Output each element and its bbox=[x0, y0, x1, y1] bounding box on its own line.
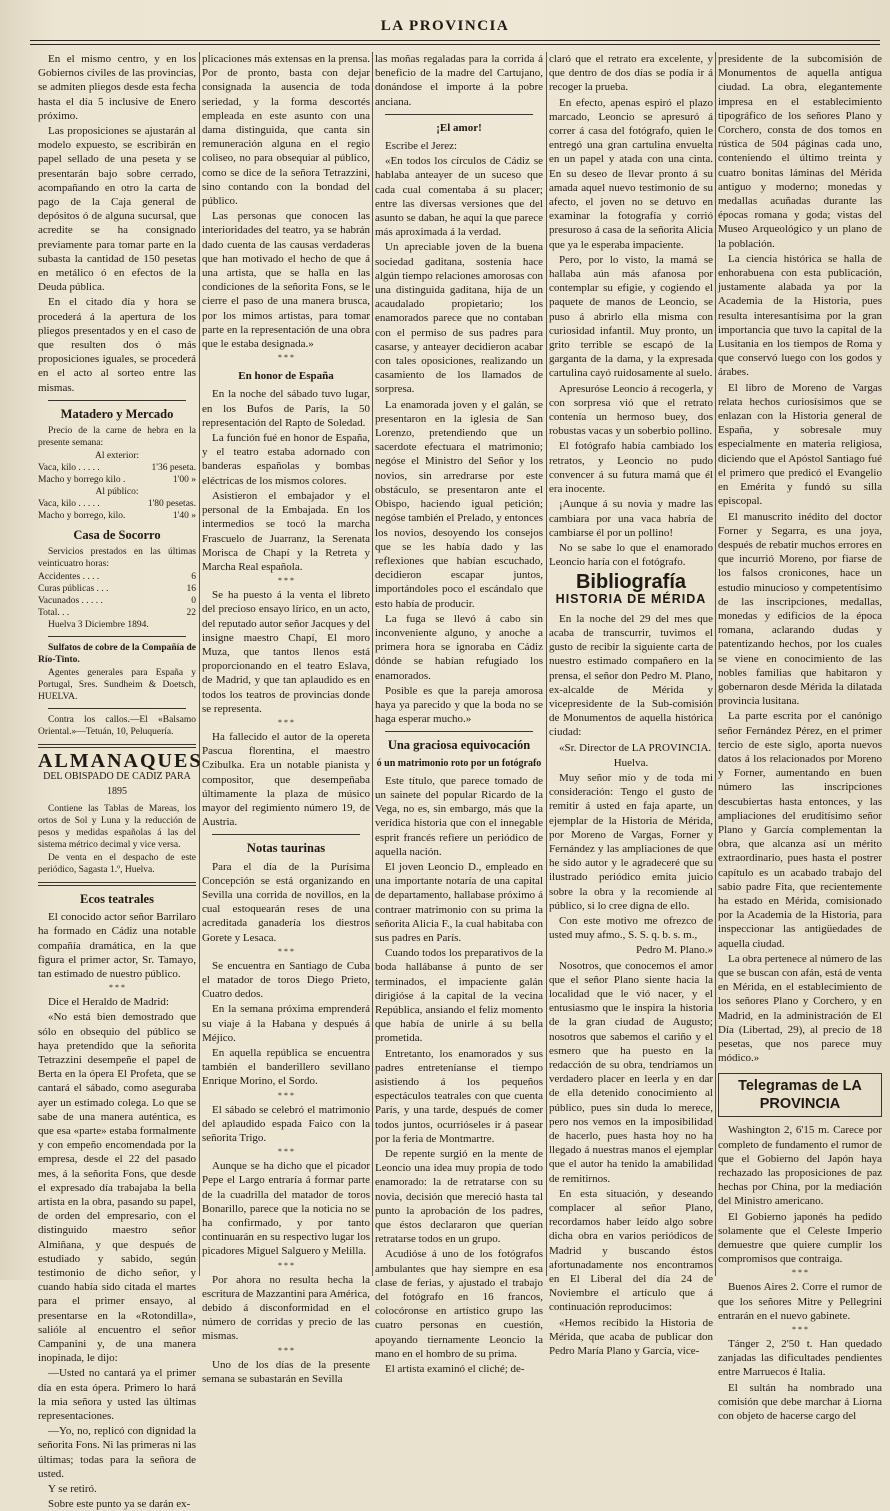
separator bbox=[38, 744, 196, 748]
paragraph: Uno de los días de la presente semana se subastarán en Sevilla bbox=[202, 1358, 370, 1385]
ad-body: De venta en el despacho de este periódico, Sagasta 1.º, Huelva. bbox=[38, 852, 196, 875]
paragraph: «No está bien demostrado que sólo en obsequio del público se haya pretendido que la señorita Tetrazzini desempeñe el papel de Berta en la ópera El Profeta, que se cantará el sábado, como aseguraba ayer un estimado colega. Lo que se sabe de una manera auténtica, es que esa «parte» estaba formalmente y con empeño encomendada por la empresa, desde el 22 del pasado mes, á la señorita Fons, que desde el expresado día trabajaba la bella artista en la obra, pasando su papel, de orden del empresario, con el distinguido maestro señor Almiñana, y que después de estudiado y sabido, según testimonio de dicho señor, y cuando había sido citada el martes para el primer ensayo, al presentarse en la «Rotondilla», salióle al encuentro el señor Campanini y, de una manera inopinada, le dijo: bbox=[38, 1011, 196, 1365]
notice: Agentes generales para España y Portugal, Sres. Sundheim & Doetsch, HUELVA. bbox=[38, 668, 196, 703]
paragraph: Muy señor mío y de toda mi consideración: Tengo el gusto de remitir á usted en faja aparte, un ejemplar de la Historia de Mérida, por Moreno de Vargas, Forner y Fernández y las ampliaciones de que he sido autor y le agradeceré que su ilustrado periódico emita juicio sobre la obra y la recomiende al público, si lo cree digna de ello. bbox=[549, 771, 713, 912]
stat-row bbox=[38, 583, 196, 595]
paragraph: Precio de la carne de hebra en la presente semana: bbox=[38, 426, 196, 449]
column-divider bbox=[715, 52, 716, 1276]
paragraph: En esta situación, y deseando complacer al señor Plano, recordamos haber leído algo sobre dicha obra en varios periódicos de Madrid y buscando éstos afortunadamente nos encontramos en El Liberal del día 24 de Noviembre el artículo que á continuación reproducimos: bbox=[549, 1187, 713, 1314]
section-subtitle: ó un matrimonio roto por un fotógrafo bbox=[376, 757, 542, 769]
paragraph: El manuscrito inédito del doctor Forner y Segarra, es una joya, después de rebatir muchos errores en que incurrió Moreno, por fiarse de los falsos cronicones, hace un estudio minucioso y competentísimo de las inscripciones, medallas, monedas y edificios de la época romana, aclarando dudas y patentizando hechos, por los cuales se viene en conocimiento de las nobles familias que habitaron y gobernaron desde Mérida la dilatada provincia lusitana. bbox=[718, 510, 882, 708]
paragraph: —Usted no cantará ya el primer día en esta ópera. Primero lo hará la mia señora y usted las últimas representaciones. bbox=[38, 1367, 196, 1422]
ad-title-almanaques: ALMANAQUES bbox=[38, 750, 203, 773]
paragraph: Sobre este punto ya se darán ex- bbox=[48, 1498, 191, 1511]
stat-value: 16 bbox=[186, 584, 196, 595]
asterism: * * * bbox=[278, 717, 294, 727]
page-title: LA PROVINCIA bbox=[380, 18, 510, 34]
subheading: Al exterior: bbox=[94, 451, 140, 462]
section-title-amor: ¡El amor! bbox=[436, 121, 482, 134]
separator bbox=[385, 114, 533, 115]
paragraph: Y se retiró. bbox=[48, 1483, 97, 1496]
asterism: * * * bbox=[278, 946, 294, 956]
paragraph: El Gobierno japonés ha pedido solamente que el Celeste Imperio demuestre que quiere cumplir los compromisos que contraiga. bbox=[718, 1210, 882, 1266]
paragraph: Nosotros, que conocemos el amor que el señor Plano siente hacia la localidad que le vió nacer, y el entusiasmo que le inspira la historia de la gran ciudad de Augusto; nosotros que sabemos el cariño y el esmero que ha puesto en la redacción de su obra, tendríamos un verdadero placer en leerla y en dar de ella detenido conocimiento al público, pues sin duda lo merece, pero nos vemos en la imposibilidad de hacerlo, pues hasta hoy no ha llegado á nuestras manos el ejemplar que el autor ha tenido la amabilidad de remitirnos. bbox=[549, 959, 713, 1185]
paragraph: Con este motivo me ofrezco de usted muy afmo., S. S. q. b. s. m., bbox=[549, 914, 713, 942]
paragraph: El sultán ha nombrado una comisión que debe marchar á Liorna con objeto de hacerse cargo del bbox=[718, 1381, 882, 1423]
paragraph: —Yo, no, replicó con dignidad la señorita Fons. Ni las primeras ni las últimas; todas para la señora de usted. bbox=[38, 1425, 196, 1480]
section-title-bibliografia: Bibliografía bbox=[575, 571, 686, 594]
stat-label: Accidentes . . . . bbox=[38, 572, 100, 583]
paragraph: El conocido actor señor Barrilaro ha formado en Cádiz una notable compañía dramática, en la que figura el primer actor, Sr. Tamayo, tan estimado de nuestro público. bbox=[38, 911, 196, 980]
paragraph: Buenos Aires 2. Corre el rumor de que los señores Mitre y Pellegrini entrarán en el nuevo gabinete. bbox=[718, 1281, 882, 1322]
section-title-ecos: Ecos teatrales bbox=[80, 891, 154, 906]
paragraph: No se sabe lo que el enamorado Leoncio haría con el fotógrafo. bbox=[549, 541, 713, 569]
ad-body: Contiene las Tablas de Mareas, los ortos de Sol y Luna y la reducción de pesos y medidas españolas á las del sistema métrico decimal y vice versa. bbox=[38, 803, 196, 850]
column-1 bbox=[38, 52, 203, 1511]
subheading: Al público: bbox=[95, 487, 139, 498]
paragraph: En el mismo centro, y en los Gobiernos civiles de las provincias, se admiten pliegos desde esta fecha hasta el día 5 inclusive de Enero próximo. bbox=[38, 53, 196, 122]
paragraph: Las personas que conocen las interioridades del teatro, ya se habrán dado cuenta de las causas verdaderas que han motivado el hecho de que á una artista, que se halla en las condiciones de la señorita Fons, se le cierre el paso de una manera brusca, por los mimos artistas, para tomar parte en la representación de una obra que le estaba designada.» bbox=[202, 210, 370, 351]
paragraph: Washington 2, 6'15 m. Carece por completo de fundamento el rumor de que el Gobierno del Japón haya rechazado las proposiciones de paz hechas por China, por la mediación del Ministro americano. bbox=[718, 1124, 882, 1208]
column-3 bbox=[375, 52, 544, 1376]
paragraph: Servicios prestados en las últimas veinticuatro horas: bbox=[38, 547, 196, 570]
section-title-socorro: Casa de Socorro bbox=[73, 528, 161, 543]
stat-label: Vacunados . . . . . bbox=[38, 596, 103, 607]
paragraph: Por ahora no resulta hecha la escritura de Mazzantini para América, debido á disconformidad en el número de corridas y precio de las mismas. bbox=[202, 1273, 370, 1343]
dateline: Huelva 3 Diciembre 1894. bbox=[48, 620, 149, 631]
stat-value: 22 bbox=[186, 608, 196, 619]
paragraph: ¡Aunque á su novia y madre las cambiara por una vaca habría de cambiarse él por un pollino! bbox=[549, 498, 713, 539]
price-row bbox=[38, 474, 196, 486]
asterism: * * * bbox=[109, 983, 125, 993]
paragraph: El joven Leoncio D., empleado en una importante notaría de una capital de departamento, hallabase próximo á contraer matrimonio con su prima la señorita Alicia F., la cual habitaba con sus padres en París. bbox=[375, 860, 543, 944]
price-label: Vaca, kilo . . . . . bbox=[38, 499, 100, 510]
paragraph: Asistieron el embajador y el personal de la Embajada. En los intermedios se tocó la marcha Frascuelo de Juarranz, la Serenata Morisca de Chapí y la Retreta y Marcha Real española. bbox=[202, 489, 370, 573]
paragraph: En la noche del 29 del mes que acaba de transcurrir, tuvimos el gusto de recibir la siguiente carta de nuestro estimado compañero en la prensa, el señor don Pedro M. Plano, ex-alcalde de Mérida y vicepresidente de la Sub-comisión de Monumentos de aquella histórica ciudad: bbox=[549, 612, 713, 739]
paragraph: Un apreciable joven de la buena sociedad gaditana, sostenía hace algún tiempo relaciones amorosas con una distinguida gaditana, hija de un acaudalado propietario; los enamorados parece que no contaban con el permiso de sus padres para casarse, y anteayer decidieron acabar con tales oposiciones, realizando un casamiento de los llamados de sorpresa. bbox=[375, 241, 544, 396]
paragraph: Escribe el Jerez: bbox=[385, 140, 458, 153]
paragraph: Dice el Heraldo de Madrid: bbox=[48, 996, 169, 1009]
separator bbox=[48, 636, 186, 637]
asterism: * * * bbox=[278, 576, 294, 586]
stat-value: 0 bbox=[191, 596, 196, 607]
price-label: Macho y borrego kilo . bbox=[38, 475, 126, 486]
paragraph: La enamorada joven y el galán, se presentaron en la iglesia de San Lorenzo, pretendiendo que un sacerdote efectuara el matrimonio; negóse el Ministro del Señor y los novios, sin arredrarse por este obstáculo, se presentaron ante el Obispo, haciendo igual petición; negóse también el Prelado, y entonces los novios, desoyendo los consejos que se les había dado y las reflexiones que habían escuchado, decidieron escapar juntos, importándoles poco el escándalo que esto había de producir. bbox=[375, 398, 544, 610]
paragraph: Ha fallecido el autor de la opereta Pascua florentina, el maestro Czibulka. Era un notable pianista y compositor, que desempeñaba últimamente la plaza de músico mayor del regimiento número 19, de Austria. bbox=[202, 730, 370, 829]
column-4 bbox=[549, 52, 713, 1358]
paragraph: «Sr. Director de LA PROVINCIA. bbox=[559, 741, 712, 754]
paragraph: «En todos los círculos de Cádiz se hablaba anteayer de un suceso que cada cual comentaba á su placer; entre las diversas versiones que del asunto se daban, he aquí la que parece más aproximada á la verdad. bbox=[375, 155, 543, 239]
notice: Contra los callos.—El «Balsamo Oriental.»—Tetuán, 10, Peluquería. bbox=[38, 715, 196, 738]
stat-row-total bbox=[38, 607, 196, 619]
paragraph: Pero, por lo visto, la mamá se hallaba aún más afanosa por contemplar su efigie, y cogiendo el paquete de manos de Leoncio, se puso á abrirlo ella misma con curiosidad infantil. Muy pronto, un grito terrible se escapó de la garganta de la dama, y la expresada cartulina cayó ruidosamente al suelo. bbox=[549, 253, 713, 380]
asterism: * * * bbox=[278, 1090, 294, 1100]
paragraph: La fuga se llevó á cabo sin inconveniente alguno, y anoche a primera hora se ignoraba en Cádiz dónde se habían refugiado los enamorados. bbox=[375, 612, 543, 682]
section-title-matadero: Matadero y Mercado bbox=[60, 406, 174, 421]
paragraph: La función fué en honor de España, y el teatro estaba adornado con banderas españolas y bombas eléctricas de los mismos colores. bbox=[202, 432, 370, 487]
column-divider bbox=[372, 52, 373, 1276]
paragraph: Las proposiciones se ajustarán al modelo expuesto, se escribirán en papel sellado de una peseta y se presentarán bajo sobre cerrado, acompañando en otro la carta de pago de la Caja general de depósitos ó de alguna sucursal, que acredite se ha consignado previamente para tomar parte en la subasta la cantidad de 150 pesetas en metálico ó en efectos de la Deuda pública. bbox=[38, 125, 196, 294]
header-rule-2 bbox=[30, 44, 880, 45]
stat-label: Curas públicas . . . bbox=[38, 584, 109, 595]
paragraph: Tánger 2, 2'50 t. Han quedado zanjadas las dificultades pendientes entre Marruecos é Italia. bbox=[718, 1338, 882, 1379]
paragraph: En la semana próxima emprenderá su viaje á la Habana y después á Méjico. bbox=[202, 1003, 370, 1044]
asterism: * * * bbox=[278, 1345, 294, 1355]
paragraph: Este título, que parece tomado de un sainete del popular Ricardo de la Vega, no es, sin embargo, más que la verídica historia que con el innegable esprit francés refiere un periódico de aquella nación. bbox=[375, 774, 543, 858]
paragraph: Posible es que la pareja amorosa haya ya parecido y que la boda no se haga esperar mucho.» bbox=[375, 684, 543, 726]
asterism: * * * bbox=[792, 1268, 808, 1278]
paragraph: En aquella república se encuentra también el banderillero sevillano Enrique Morino, el Sordo. bbox=[202, 1047, 370, 1088]
section-title-taurinas: Notas taurinas bbox=[246, 841, 326, 856]
paragraph: Se ha puesto á la venta el libreto del precioso ensayo lírico, en un acto, del reputado autor señor Jacques y del insigne maestro Chapí, El moro Muza, que tantos llenos está proporcionando en el teatro Eslava, de Madrid, y que tan aplaudido es en todos los teatros de provincias donde se representa. bbox=[202, 589, 370, 715]
paragraph: En efecto, apenas espiró el plazo marcado, Leoncio se apresuró á correr á casa del fotógrafo, quien le entregó una gran cartulina envuelta en un papel y atada con una cinta. En su deseo de llevar pronto á su amada aquel nuevo testimonio de su afecto, el joven no se detuvo en examinar la fotografía y corrió presuroso á casa de la señorita Alicia que ya le esperaba impaciente. bbox=[549, 96, 713, 251]
paragraph: plicaciones más extensas en la prensa. Por de pronto, basta con dejar consignada la ausencia de toda seriedad, y la forma descortés empleada en este asunto con una dama distinguida, que canta sin remuneración alguna en el regio coliseo, no para obsequiar al público, como se dice de la señora Tetrazzini, sino contando con la bondad del público. bbox=[202, 53, 370, 208]
price-label: Macho y borrego, kilo. bbox=[38, 511, 126, 522]
column-divider bbox=[546, 52, 547, 1276]
column-divider bbox=[199, 52, 200, 1276]
separator bbox=[48, 400, 186, 401]
paragraph: En la noche del sábado tuvo lugar, en los Bufos de París, la 50 representación del Rapto de Soledad. bbox=[202, 388, 370, 429]
paragraph: presidente de la subcomisión de Monumentos de aquella antigua ciudad. La obra, elegantemente impresa en el establecimiento tipográfico de los señores Plano y Corchero, consta de dos tomos en rústica de 504 páginas cada uno, conteniendo el último treinta y cuatro bonitas láminas del Mérida antiguo y moderno; monedas y medallas acuñadas durante las épocas romana y goda; vistas del Museo Arqueológico y un plano de la población. bbox=[718, 53, 882, 250]
section-title-telegramas: Telegramas de LA PROVINCIA bbox=[718, 1073, 882, 1117]
asterism: * * * bbox=[792, 1325, 808, 1335]
section-title-equivocacion: Una graciosa equivocación bbox=[387, 738, 531, 753]
notice: Sulfatos de cobre de la Compañía de Río-Tinto. bbox=[38, 643, 196, 666]
price-value: 1'36 peseta. bbox=[151, 463, 196, 474]
separator bbox=[38, 882, 196, 886]
stat-value: 6 bbox=[191, 572, 196, 583]
section-subtitle-merida: HISTORIA DE MÉRIDA bbox=[555, 591, 707, 606]
price-row bbox=[38, 462, 196, 474]
paragraph: El sábado se celebró el matrimonio del aplaudido espada Faico con la señorita Trigo. bbox=[202, 1103, 370, 1145]
price-row bbox=[38, 510, 196, 522]
column-2 bbox=[202, 52, 370, 1385]
price-row bbox=[38, 498, 196, 510]
price-value: 1'80 pesetas. bbox=[147, 499, 196, 510]
ad-subtitle: DEL OBISPADO DE CADIZ PARA 1895 bbox=[43, 771, 191, 797]
paragraph: El fotógrafo había cambiado los retratos, y Leoncio no pudo convencer á su futura mamá que él era inocente. bbox=[549, 440, 713, 496]
paragraph: Huelva. bbox=[613, 756, 649, 769]
price-value: 1'00 » bbox=[172, 475, 196, 486]
paragraph: De repente surgió en la mente de Leoncio una idea muy propia de todo enamorado: la de retratarse con su novia, decisión que mereció hasta tal punto la aprobación de los padres, que éstos declararon que querían retratarse todos en un grupo. bbox=[375, 1148, 543, 1246]
stat-row bbox=[38, 571, 196, 583]
header-rule bbox=[30, 40, 880, 41]
paragraph: Se encuentra en Santiago de Cuba el matador de toros Diego Prieto, Cuatro dedos. bbox=[202, 959, 370, 1001]
stat-row bbox=[38, 595, 196, 607]
column-5 bbox=[718, 52, 882, 1423]
paragraph: las moñas regaladas para la corrida á beneficio de la madre del Cartujano, donándose el importe á la pobre anciana. bbox=[375, 53, 543, 108]
paragraph: El artista examinó el cliché; de- bbox=[385, 1363, 525, 1376]
paragraph: El libro de Moreno de Vargas relata hechos curiosísimos que se enlazan con la Historia general de España, y sobresale muy especialmente en materia religiosa, diciendo que el Apóstol Santiago fué el primero que predicó el Evangelio en Emérita y fundó su silla episcopal. bbox=[718, 381, 882, 508]
asterism: * * * bbox=[278, 353, 294, 363]
signature-line: Pedro M. Plano.» bbox=[636, 944, 713, 957]
paragraph: Acudióse á uno de los fotógrafos ambulantes que hay siempre en esa clase de ferias, y ajustado el trabajo del fotógrafo en 16 francos, colocóronse en artístico grupo las cuatro personas en cuestión, apoyando tiernamente Leoncio la mano en el hombro de su prima. bbox=[375, 1248, 543, 1360]
stat-label: Total. . . bbox=[38, 608, 70, 619]
paragraph: La parte escrita por el canónigo señor Fernández Pérez, en el primer tercio de este siglo, aporta nuevos datos á los relacionados por Moreno y Forner, aumentando en buen número las inscripciones descubiertas hasta entonces, y las ampliaciones del eruditísimo señor Plano y García complementan la obra, que alcanza así un mérito extraordinario, pues hasta el postrer capítulo es un acabado trabajo del sabio padre Fita, que recientemente ha estado en Mérida, comisionado por la Academia de la Historia, para inspeccionar las antigüedades de aquella ciudad. bbox=[718, 710, 882, 950]
paragraph: claró que el retrato era excelente, y que dentro de dos días se podía ir á recoger la prueba. bbox=[549, 53, 713, 94]
separator bbox=[385, 731, 533, 732]
separator bbox=[212, 834, 360, 835]
paragraph: Cuando todos los preparativos de la boda hallábanse á punto de ser terminados, el impaciente galán dirigióse á la capital de la vecina República, ansiando el feliz momento que había de unirle á su bella prometida. bbox=[375, 947, 543, 1045]
asterism: * * * bbox=[278, 1260, 294, 1270]
paragraph: Apresuróse Leoncio á recogerla, y con sorpresa vió que el retrato contenía un hermoso buey, dos robustas vacas y un soberbio pollino. bbox=[549, 382, 713, 438]
paragraph: La ciencia histórica se halla de enhorabuena con esta publicación, justamente alabada ya por la Academia de la Historia, pues resulta interesantísima por la gran importancia que tuvo la capital de la Lusitania en los tiempos de Roma y que conservó luego con los godos y árabes. bbox=[718, 252, 882, 379]
paragraph: Aunque se ha dicho que el picador Pepe el Largo entraría á formar parte de la cuadrilla del matador de toros Bonarillo, parece que la noticia no se ha confirmado, y por tanto continuarán en su respectivo lugar los picadores Miguel Salguero y Melilla. bbox=[202, 1160, 370, 1258]
paragraph: «Hemos recibido la Historia de Mérida, que acaba de publicar don Pedro María Plano y García, vice- bbox=[549, 1316, 713, 1358]
paragraph: Para el día de la Purísima Concepción se está organizando en Sevilla una corrida de novillos, en la cual estoquearán reses de una acreditada ganadería los diestros Gorete y Lesaca. bbox=[202, 860, 370, 944]
paragraph: Entretanto, los enamorados y sus padres entreteníanse el tiempo asistiendo á los pequeños espectáculos teatrales con que cuenta París, y una tarde, después de comer todos juntos, ocurrióseles ir á pasear por la feria de Montmartre. bbox=[375, 1047, 543, 1145]
paragraph: En el citado día y hora se procederá á la apertura de los pliegos presentados y en el caso de que resulten dos ó más proposiciones iguales, se procederá en el acto al sorteo entre las mismas. bbox=[38, 296, 196, 394]
price-label: Vaca, kilo . . . . . bbox=[38, 463, 100, 474]
asterism: * * * bbox=[278, 1147, 294, 1157]
separator bbox=[48, 708, 186, 709]
section-title-honor: En honor de España bbox=[238, 370, 334, 383]
paragraph: La obra pertenece al número de las que se buscan con afán, está de venta en Mérida, en el establecimiento de los señores Plano y Corchero, y en Madrid, en la administración de El Día (Libertad, 29), al precio de 18 pesetas, que nos parece muy módico.» bbox=[718, 952, 882, 1065]
price-value: 1'40 » bbox=[172, 511, 196, 522]
